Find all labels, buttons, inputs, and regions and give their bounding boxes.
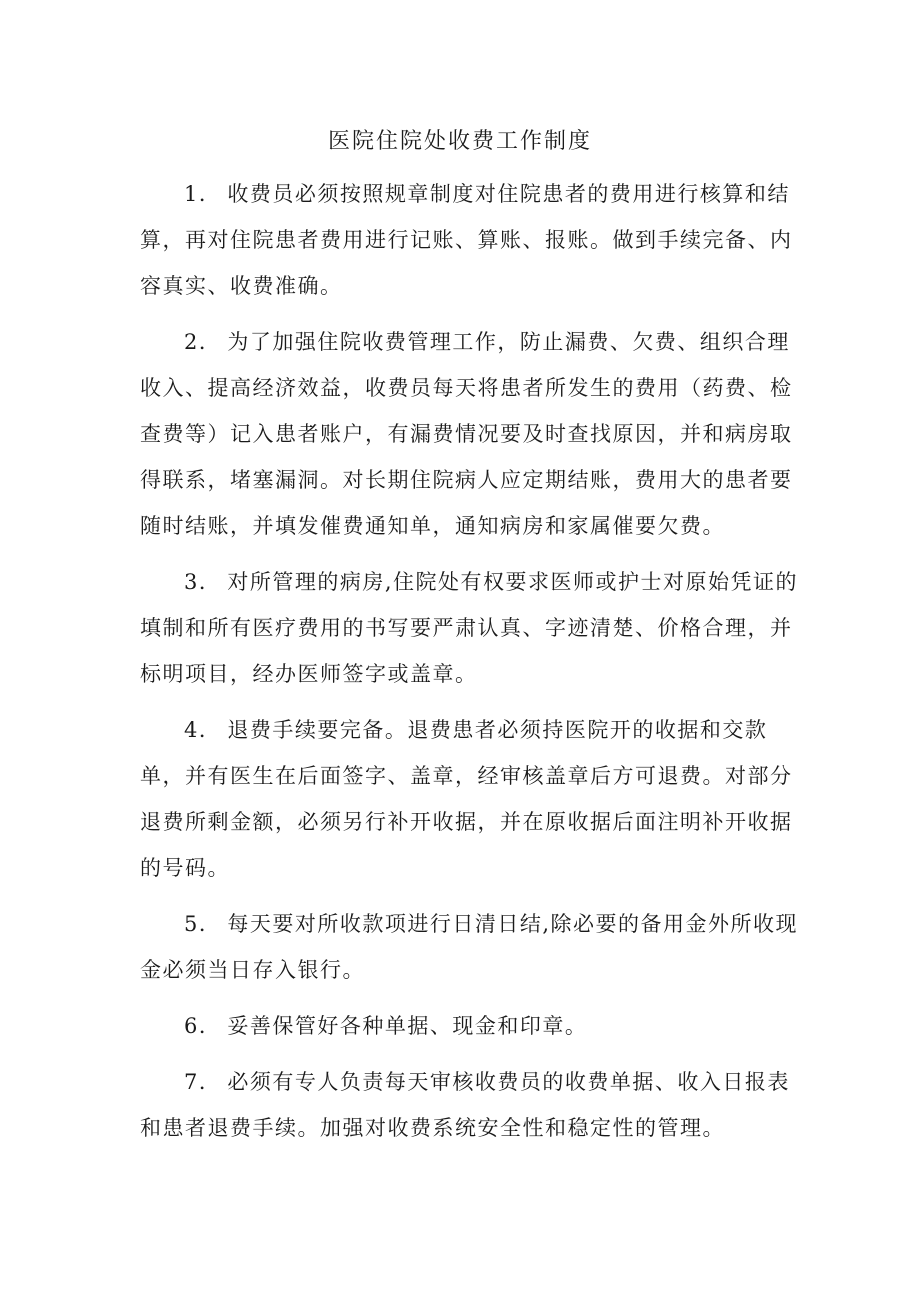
clause-number: 1．	[184, 182, 222, 206]
clause-6	[140, 1003, 800, 1049]
clause-7	[140, 1059, 800, 1151]
clause-number: 6．	[184, 1014, 222, 1038]
document-title: 医院住院处收费工作制度	[327, 129, 592, 154]
clause-number: 7．	[184, 1070, 222, 1094]
clause-text: 为了加强住院收费管理工作，防止漏费、欠费、组织合理收入、提高经济效益，收费员每天将患者所发生的费用（药费、检查费等）记入患者账户，有漏费情况要及时查找原因，并和病房取得联系，堵塞漏洞。对长期住院病人应定期结账，费用大的患者要随时结账，并填发催费通知单，通知病房和家属催要欠费。	[140, 330, 793, 538]
document-body	[140, 171, 800, 1161]
clause-number: 3．	[184, 570, 222, 594]
clause-text: 必须有专人负责每天审核收费员的收费单据、收入日报表和患者退费手续。加强对收费系统安全性和稳定性的管理。	[140, 1070, 790, 1140]
clause-3	[140, 559, 800, 697]
clause-number: 5．	[184, 912, 222, 936]
clause-text: 对所管理的病房,住院处有权要求医师或护士对原始凭证的填制和所有医疗费用的书写要严肃认真、字迹清楚、价格合理，并标明项目，经办医师签字或盖章。	[140, 570, 799, 686]
clause-number: 4．	[184, 718, 222, 742]
clause-text: 妥善保管好各种单据、现金和印章。	[227, 1014, 588, 1038]
clause-5	[140, 901, 800, 993]
clause-1	[140, 171, 800, 309]
clause-text: 退费手续要完备。退费患者必须持医院开的收据和交款单，并有医生在后面签字、盖章，经审核盖章后方可退费。对部分退费所剩金额，必须另行补开收据，并在原收据后面注明补开收据的号码。	[140, 718, 793, 880]
clause-4	[140, 707, 800, 891]
clause-text: 每天要对所收款项进行日清日结,除必要的备用金外所收现金必须当日存入银行。	[140, 912, 799, 982]
clause-text: 收费员必须按照规章制度对住院患者的费用进行核算和结算，再对住院患者费用进行记账、算账、报账。做到手续完备、内容真实、收费准确。	[140, 182, 793, 298]
clause-number: 2．	[184, 330, 222, 354]
clause-2	[140, 319, 800, 549]
